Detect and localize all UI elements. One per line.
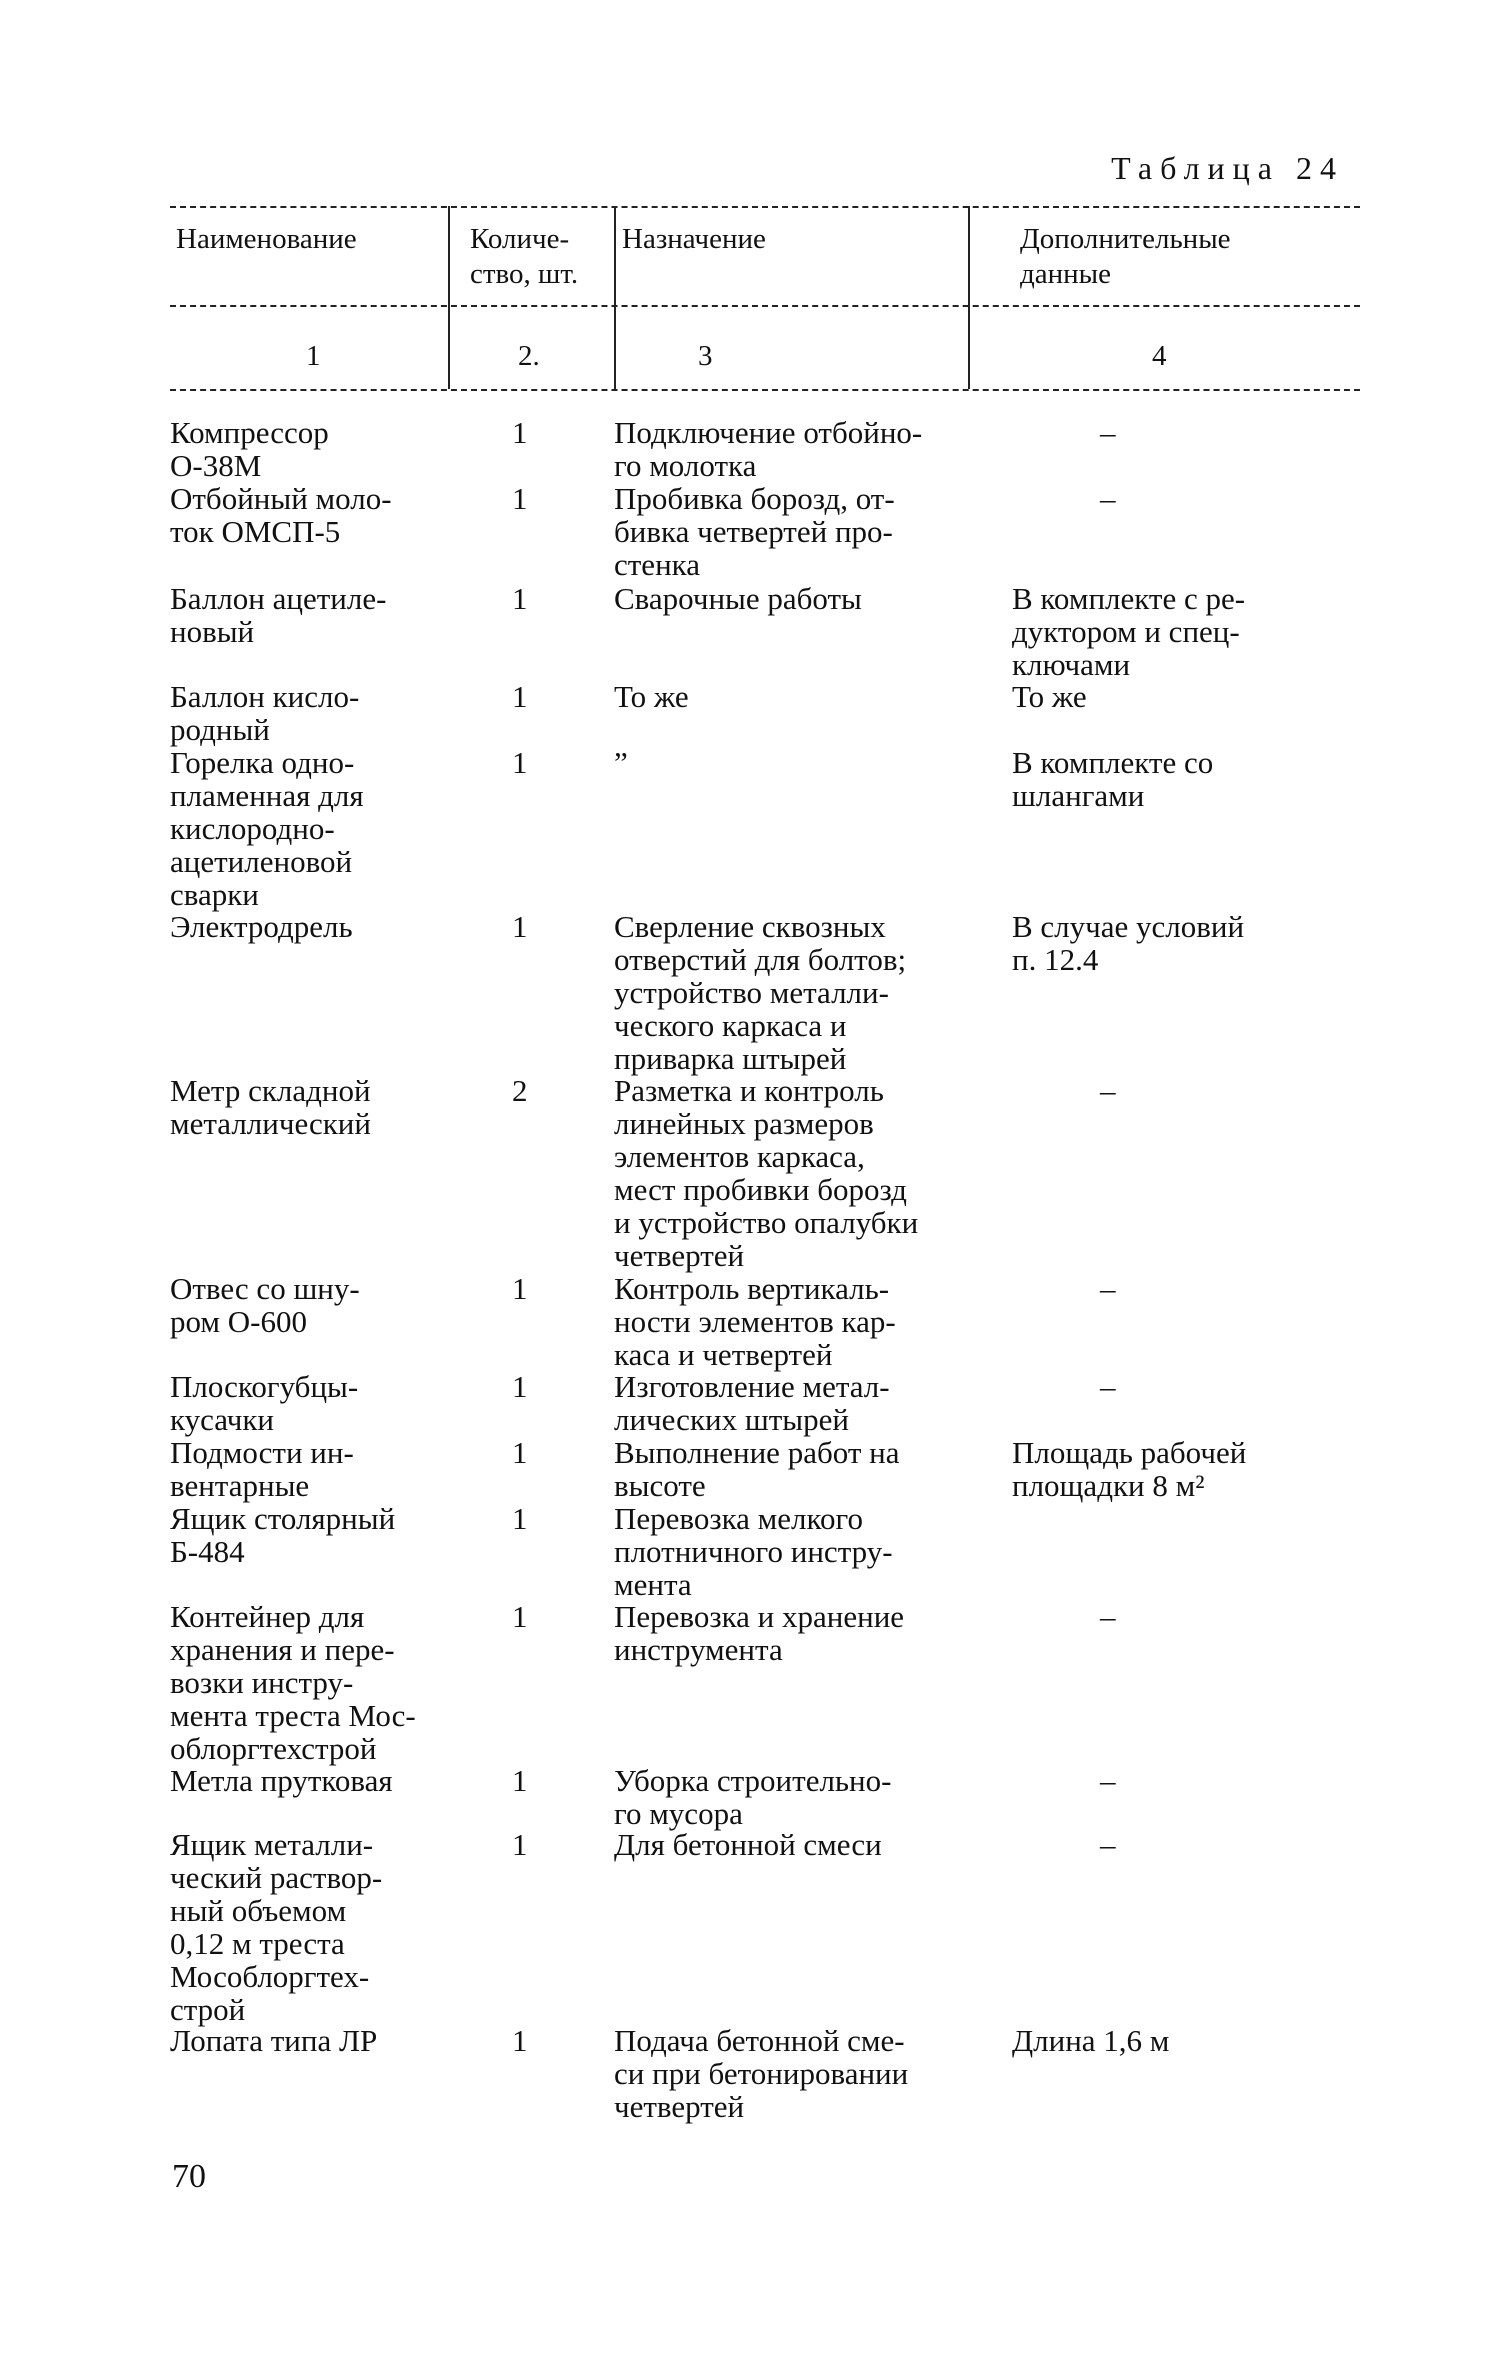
cell-name: Плоскогубцы- кусачки bbox=[170, 1369, 359, 1437]
cell-extra: – bbox=[1100, 481, 1116, 516]
header-middle-rule bbox=[170, 305, 1360, 307]
cell-extra: – bbox=[1100, 415, 1116, 450]
cell-quantity: 1 bbox=[512, 415, 528, 450]
cell-extra: То же bbox=[1012, 679, 1087, 714]
header-bottom-rule bbox=[170, 389, 1360, 391]
cell-quantity: 1 bbox=[512, 1271, 528, 1306]
cell-quantity: 1 bbox=[512, 745, 528, 780]
cell-quantity: 2 bbox=[512, 1073, 528, 1108]
cell-purpose: Выполнение работ на высоте bbox=[614, 1435, 900, 1503]
cell-extra: В комплекте со шлангами bbox=[1012, 745, 1214, 813]
cell-purpose: Подключение отбойно- го молотка bbox=[614, 415, 923, 483]
cell-quantity: 1 bbox=[512, 1599, 528, 1634]
column-divider-1 bbox=[448, 206, 450, 389]
column-number-1: 1 bbox=[306, 340, 321, 372]
cell-name: Горелка одно- пламенная для кислородно- ацетиленовой сварки bbox=[170, 745, 364, 912]
header-quantity: Количе- ство, шт. bbox=[470, 223, 579, 290]
cell-purpose: Уборка строительно- го мусора bbox=[614, 1763, 892, 1831]
cell-purpose: Изготовление метал- лических штырей bbox=[614, 1369, 890, 1437]
cell-purpose: Для бетонной смеси bbox=[614, 1827, 882, 1862]
cell-name: Метла прутковая bbox=[170, 1763, 393, 1798]
cell-name: Лопата типа ЛР bbox=[170, 2023, 378, 2058]
cell-quantity: 1 bbox=[512, 1435, 528, 1470]
cell-extra: В комплекте с ре- дуктором и спец- ключами bbox=[1012, 581, 1246, 682]
cell-purpose: Перевозка и хранение инструмента bbox=[614, 1599, 905, 1667]
header-top-rule bbox=[170, 206, 1360, 208]
cell-purpose: Пробивка борозд, от- бивка четвертей про- стенка bbox=[614, 481, 895, 582]
cell-extra: – bbox=[1100, 1763, 1116, 1798]
cell-purpose: ” bbox=[614, 745, 628, 780]
cell-name: Баллон кисло- родный bbox=[170, 679, 360, 747]
header-purpose: Назначение bbox=[622, 223, 766, 255]
cell-quantity: 1 bbox=[512, 1763, 528, 1798]
cell-extra: – bbox=[1100, 1599, 1116, 1634]
cell-quantity: 1 bbox=[512, 481, 528, 516]
cell-purpose: Подача бетонной сме- си при бетонировании четвертей bbox=[614, 2023, 909, 2124]
cell-extra: – bbox=[1100, 1369, 1116, 1404]
header-extra-data: Дополнительные данные bbox=[1020, 223, 1231, 290]
cell-quantity: 1 bbox=[512, 2023, 528, 2058]
cell-extra: Площадь рабочей площадки 8 м² bbox=[1012, 1435, 1247, 1503]
cell-purpose: Разметка и контроль линейных размеров элементов каркаса, мест пробивки борозд и устройство опалубки четвертей bbox=[614, 1073, 919, 1273]
cell-extra: – bbox=[1100, 1827, 1116, 1862]
cell-quantity: 1 bbox=[512, 581, 528, 616]
column-number-4: 4 bbox=[1152, 340, 1167, 372]
cell-quantity: 1 bbox=[512, 1501, 528, 1536]
cell-purpose: Сверление сквозных отверстий для болтов; устройство металли- ческого каркаса и приварка штырей bbox=[614, 909, 907, 1076]
cell-name: Метр складной металлический bbox=[170, 1073, 371, 1141]
cell-name: Отвес со шну- ром О-600 bbox=[170, 1271, 360, 1339]
column-number-3: 3 bbox=[698, 340, 713, 372]
header-name: Наименование bbox=[176, 223, 357, 255]
cell-name: Подмости ин- вентарные bbox=[170, 1435, 354, 1503]
column-number-2: 2. bbox=[518, 340, 540, 372]
cell-quantity: 1 bbox=[512, 1827, 528, 1862]
cell-purpose: Контроль вертикаль- ности элементов кар- каса и четвертей bbox=[614, 1271, 896, 1372]
cell-purpose: Сварочные работы bbox=[614, 581, 862, 616]
cell-quantity: 1 bbox=[512, 679, 528, 714]
cell-purpose: То же bbox=[614, 679, 689, 714]
cell-name: Отбойный моло- ток ОМСП-5 bbox=[170, 481, 392, 549]
cell-extra: В случае условий п. 12.4 bbox=[1012, 909, 1245, 977]
cell-quantity: 1 bbox=[512, 1369, 528, 1404]
cell-quantity: 1 bbox=[512, 909, 528, 944]
page-number: 70 bbox=[172, 2158, 206, 2195]
cell-name: Ящик металли- ческий раствор- ный объемом 0,12 м треста Мособлоргтех- строй bbox=[170, 1827, 383, 2027]
cell-name: Баллон ацетиле- новый bbox=[170, 581, 387, 649]
cell-extra: Длина 1,6 м bbox=[1012, 2023, 1170, 2058]
cell-name: Ящик столярный Б-484 bbox=[170, 1501, 396, 1569]
cell-extra: – bbox=[1100, 1271, 1116, 1306]
table-title: Таблица 24 bbox=[1111, 150, 1344, 186]
cell-extra: – bbox=[1100, 1073, 1116, 1108]
cell-purpose: Перевозка мелкого плотничного инстру- мента bbox=[614, 1501, 893, 1602]
cell-name: Контейнер для хранения и пере- возки инстру- мента треста Мос- облоргтехстрой bbox=[170, 1599, 416, 1766]
cell-name: Электродрель bbox=[170, 909, 353, 944]
cell-name: Компрессор О-38М bbox=[170, 415, 329, 483]
column-divider-3 bbox=[968, 206, 970, 389]
